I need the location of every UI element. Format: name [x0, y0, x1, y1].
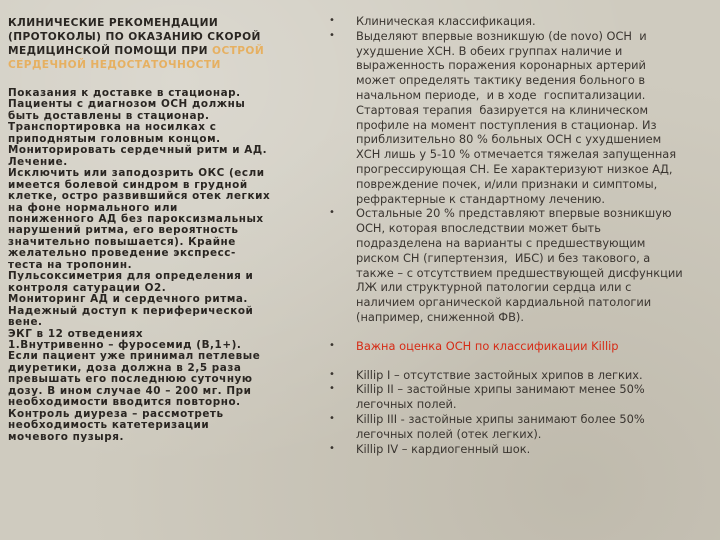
- protocol-line: необходимость катетеризации: [8, 419, 210, 432]
- protocol-line: Контроль диуреза – рассмотреть: [8, 407, 224, 420]
- title-line-2: (ПРОТОКОЛЫ) ПО ОКАЗАНИЮ СКОРОЙ: [8, 31, 261, 43]
- protocol-line: 1.Внутривенно – фуросемид (В,1+).: [8, 338, 242, 351]
- protocol-line: диуретики, доза должна в 2,5 раза: [8, 361, 242, 374]
- bullet-text-line: также – с отсутствием предшествующей дисфункции: [356, 265, 683, 280]
- bullet-text-line: (например, сниженной ФВ).: [356, 309, 524, 324]
- bullet-icon: •: [329, 412, 335, 424]
- bullet-icon: •: [329, 368, 335, 380]
- protocol-line: пониженного АД без пароксизмальных: [8, 212, 264, 225]
- protocol-line: дозу. В ином случае 40 – 200 мг. При: [8, 384, 252, 397]
- bullet-item: [316, 382, 716, 412]
- protocol-line: Лечение.: [8, 155, 68, 168]
- bullet-text-line: прогрессирующая СН. Ее характеризуют низкое АД,: [356, 161, 673, 176]
- bullet-item: [316, 29, 716, 207]
- bullet-icon: •: [329, 15, 335, 26]
- protocol-line: Мониторинг АД и сердечного ритма.: [8, 293, 248, 306]
- bullet-item: [316, 368, 716, 383]
- document-title: [8, 16, 298, 72]
- bullet-text-line: повреждение почек, и/или признаки и симптомы,: [356, 176, 658, 191]
- bullet-item: [316, 339, 716, 354]
- bullet-item: [316, 442, 716, 457]
- protocol-line: Пульсоксиметрия для определения и: [8, 270, 254, 283]
- bullet-item: [316, 14, 716, 29]
- protocol-line: вене.: [8, 316, 43, 329]
- bullet-text-line: легочных полей.: [356, 397, 457, 412]
- bullet-icon: •: [329, 339, 335, 351]
- protocol-line: Транспортировка на носилках с: [8, 121, 217, 134]
- title-line-3-plain: МЕДИЦИНСКОЙ ПОМОЩИ ПРИ: [8, 45, 213, 57]
- protocol-line: Надежный доступ к периферической: [8, 304, 254, 317]
- bullet-text-line: Killip III - застойные хрипы занимают более 50%: [356, 411, 645, 426]
- protocol-line: теста на тропонин.: [8, 258, 133, 271]
- protocol-line: желательно проведение экспресс-: [8, 247, 236, 260]
- bullet-item: [316, 412, 716, 442]
- protocol-line: Мониторировать сердечный ритм и АД.: [8, 144, 268, 157]
- bullet-text-line: ЛЖ или структурной патологии сердца или с: [356, 280, 632, 295]
- protocol-line: необходимости вводится повторно.: [8, 396, 241, 409]
- title-line-3-accent: ОСТРОЙ: [212, 45, 265, 57]
- right-column: [316, 14, 716, 456]
- bullet-text-line: подразделена на варианты с предшествующим: [356, 235, 646, 250]
- bullet-icon: •: [329, 29, 335, 41]
- protocol-line: приподнятым головным концом.: [8, 132, 221, 145]
- bullet-text-line: рефрактерные к стандартному лечению.: [356, 191, 606, 206]
- bullet-text-line: начальном периоде, и в ходе госпитализации.: [356, 87, 646, 102]
- bullet-text-line: Остальные 20 % представляют впервые возникшую: [356, 206, 672, 221]
- bullet-text-line: ухудшение ХСН. В обеих группах наличие и: [356, 43, 623, 58]
- bullet-text-line: может определять тактику ведения больного в: [356, 73, 646, 88]
- bullet-text-line: Killip II – застойные хрипы занимают менее 50%: [356, 382, 645, 397]
- protocol-line: контроля сатурации О2.: [8, 281, 167, 294]
- bullet-text-line: Клиническая классификация.: [356, 14, 536, 28]
- bullet-icon: •: [329, 207, 335, 219]
- bullet-text-line: риском СН (гипертензия, ИБС) и без такового, а: [356, 250, 651, 265]
- protocol-line: быть доставлены в стационар.: [8, 109, 210, 122]
- bullet-text-line: Важна оценка ОСН по классификации Killip: [356, 338, 619, 353]
- protocol-line: клетке, остро развившийся отек легких: [8, 190, 271, 203]
- title-line-3: [8, 44, 298, 58]
- title-line-1: КЛИНИЧЕСКИЕ РЕКОМЕНДАЦИИ: [8, 17, 219, 29]
- bullet-text-line: ОСН, которая впоследствии может быть: [356, 221, 601, 236]
- protocol-text: [8, 88, 298, 443]
- bullet-text-line: наличием органической кардиальной патологии: [356, 295, 652, 310]
- bullet-text-line: Killip IV – кардиогенный шок.: [356, 441, 531, 456]
- bullet-text-line: профиле на момент поступления в стационар. Из: [356, 117, 657, 132]
- bullet-item: [316, 206, 716, 324]
- bullet-text-line: Killip I – отсутствие застойных хрипов в легких.: [356, 367, 643, 382]
- protocol-line: Исключить или заподозрить ОКС (если: [8, 167, 265, 180]
- left-column: [8, 16, 298, 443]
- bullet-text-line: легочных полей (отек легких).: [356, 426, 542, 441]
- title-line-4: СЕРДЕЧНОЙ НЕДОСТАТОЧНОСТИ: [8, 59, 221, 71]
- protocol-line: значительно повышается). Крайне: [8, 235, 236, 248]
- protocol-line: Пациенты с диагнозом ОСН должны: [8, 98, 246, 111]
- bullet-text-line: ХСН лишь у 5-10 % отмечается тяжелая запущенная: [356, 147, 677, 162]
- protocol-line: Если пациент уже принимал петлевые: [8, 350, 261, 363]
- protocol-line: имеется болевой синдром в грудной: [8, 178, 248, 191]
- bullet-text-line: Выделяют впервые возникшую (de novo) ОСН и: [356, 28, 647, 43]
- bullet-icon: •: [329, 442, 335, 454]
- protocol-line: Показания к доставке в стационар.: [8, 87, 241, 99]
- bullet-icon: •: [329, 383, 335, 395]
- protocol-line: нарушений ритма, его вероятность: [8, 224, 239, 237]
- protocol-line: ЭКГ в 12 отведениях: [8, 327, 144, 340]
- bullet-text-line: выраженность поражения коронарных артерий: [356, 58, 646, 73]
- protocol-line: превышать его последнюю суточную: [8, 373, 253, 386]
- protocol-line: на фоне нормального или: [8, 201, 178, 214]
- bullet-text-line: Стартовая терапия базируется на клиническом: [356, 102, 649, 117]
- bullet-text-line: приблизительно 80 % больных ОСН с ухудшением: [356, 132, 662, 147]
- protocol-line: мочевого пузыря.: [8, 430, 124, 443]
